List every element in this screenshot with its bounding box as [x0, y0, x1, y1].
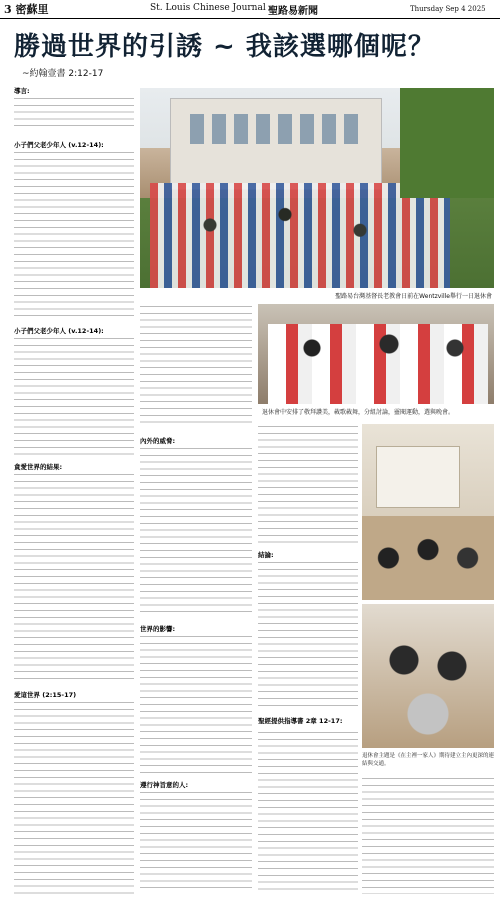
discussion-people-image — [368, 624, 488, 744]
section-heading: 小子們父老少年人 (v.12-14): — [14, 141, 104, 149]
body-text-block — [140, 634, 252, 774]
talk-photo-caption: 退休會主題是《在主裡一家人》期待建立主內更深的連結與交通。 — [362, 753, 495, 767]
speaker-photo — [362, 424, 494, 600]
body-text-block — [362, 776, 494, 894]
section-heading: 結論: — [258, 551, 274, 559]
section-heading: 聖經提供指導書 2章 12-17: — [258, 717, 343, 725]
body-text-block — [140, 446, 252, 618]
building-image — [170, 98, 382, 190]
body-text-block — [14, 472, 134, 682]
worship-photo — [258, 304, 494, 404]
section-heading: 貪愛世界的結果: — [14, 463, 63, 471]
body-text-block — [14, 700, 134, 894]
intro-text — [14, 96, 134, 132]
group-photo-caption: 聖路易台灣基督長老教會日前在Wentzville舉行一日退休會 — [335, 293, 492, 300]
scripture-reference: ~約翰壹書 2:12-17 — [22, 69, 104, 79]
body-text-block — [258, 424, 358, 544]
masthead-cn: 聖路易新聞 — [268, 6, 318, 17]
body-text-block — [258, 730, 358, 894]
crowd-image — [150, 183, 450, 288]
masthead: St. Louis Chinese Journal — [150, 3, 266, 13]
intro-heading: 導言: — [14, 87, 30, 95]
page-label: 3 密蘇里 — [4, 3, 49, 16]
section-heading: 世界的影響: — [140, 625, 176, 633]
section-heading: 愛這世界 (2:15-17) — [14, 691, 77, 699]
discussion-photo — [362, 604, 494, 748]
issue-date: Thursday Sep 4 2025 — [410, 5, 486, 13]
trees-image — [400, 88, 494, 198]
worship-photo-caption: 退休會中安排了敬拜讚美，載歌載舞，分組討論，靈閱運動，選與晚會。 — [262, 409, 455, 416]
page-header — [0, 0, 500, 19]
section-heading: 內外的威脅: — [140, 437, 176, 445]
projection-screen — [376, 446, 460, 508]
body-text-block — [14, 150, 134, 320]
section-heading: 小子們父老少年人 (v.12-14): — [14, 327, 104, 335]
article-title: 勝過世界的引誘 ~ 我該選哪個呢？ — [14, 32, 435, 62]
building-windows — [190, 114, 360, 144]
body-text-block — [14, 336, 134, 456]
worship-people-image — [268, 324, 488, 404]
audience-image — [362, 516, 494, 600]
body-text-block — [140, 790, 252, 894]
group-photo — [140, 88, 494, 288]
body-text-block — [140, 304, 252, 428]
body-text-block — [258, 560, 358, 710]
section-heading: 遵行神旨意的人: — [140, 781, 189, 789]
